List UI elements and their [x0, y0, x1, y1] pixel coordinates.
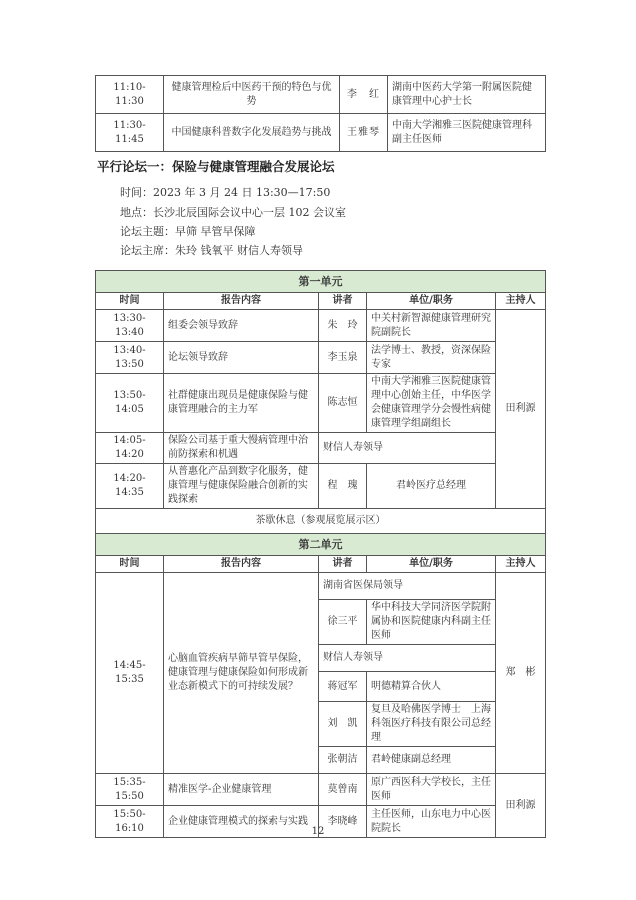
table-row: [96, 573, 546, 600]
org-cell: 主任医师，山东电力中心医院院长: [367, 806, 496, 838]
time-cell: 14:45-15:35: [96, 573, 164, 774]
column-header-row: [96, 556, 546, 573]
unit-header-row: [96, 534, 546, 556]
org-cell: 中南大学湘雅三医院健康管理中心创始主任，中华医学会健康管理学分会慢性病健康管理学组副组长: [367, 374, 496, 433]
speaker-cell: 李 红: [340, 76, 388, 114]
time-cell: 11:10-11:30: [96, 76, 164, 114]
header-time: 时间: [96, 293, 164, 310]
time-cell: 13:50-14:05: [96, 374, 164, 433]
topic-cell: 论坛领导致辞: [164, 342, 319, 374]
time-cell: 11:30-11:45: [96, 114, 164, 152]
org-cell: 明德精算合伙人: [367, 672, 496, 702]
table-row: [96, 76, 546, 114]
time-cell: 14:05-14:20: [96, 433, 164, 464]
topic-cell: 精准医学-企业健康管理: [164, 774, 319, 806]
topic-cell: 社群健康出现员是健康保险与健康管理融合的主力军: [164, 374, 319, 433]
header-speaker: 讲者: [319, 293, 367, 310]
speaker-cell: 王雅琴: [340, 114, 388, 152]
org-cell: 法学博士、教授，资深保险专家: [367, 342, 496, 374]
morning-schedule-table: [95, 75, 546, 152]
host-cell: 田利源: [496, 310, 546, 509]
header-org: 单位/职务: [367, 556, 496, 573]
table-row: [96, 310, 546, 342]
speaker-cell: 莫曾南: [319, 774, 367, 806]
time-cell: 14:20-14:35: [96, 464, 164, 509]
header-host: 主持人: [496, 293, 546, 310]
forum-theme: 论坛主题：早筛 早管早保障: [120, 225, 256, 238]
speaker-cell: 徐三平: [319, 600, 367, 645]
org-cell: 原广西医科大学校长，主任医师: [367, 774, 496, 806]
speaker-cell: 蒋冠军: [319, 672, 367, 702]
header-host: 主持人: [496, 556, 546, 573]
time-cell: 15:50-16:10: [96, 806, 164, 838]
table-row: [96, 342, 546, 374]
speaker-cell: 陈志恒: [319, 374, 367, 433]
header-time: 时间: [96, 556, 164, 573]
topic-cell: 中国健康科普数字化发展趋势与挑战: [164, 114, 340, 152]
topic-cell: 心脑血管疾病早筛早管早保险，健康管理与健康保险如何形成新业态新模式下的可持续发展？: [164, 573, 319, 774]
speaker-cell: 刘 凯: [319, 702, 367, 747]
org-cell: 财信人寿领导: [319, 433, 496, 464]
speaker-cell: 朱 玲: [319, 310, 367, 342]
header-speaker: 讲者: [319, 556, 367, 573]
break-text: 茶歇休息（参观展览展示区）: [96, 509, 546, 534]
org-cell: 湖南省医保局领导: [319, 573, 496, 600]
table-row: [96, 774, 546, 806]
forum-place: 地点：长沙北辰国际会议中心一层 102 会议室: [120, 206, 346, 219]
time-cell: 13:30-13:40: [96, 310, 164, 342]
unit-title: 第二单元: [96, 534, 546, 556]
org-cell: 中南大学湘雅三医院健康管理科副主任医师: [388, 114, 546, 152]
speaker-cell: 张朝洁: [319, 747, 367, 774]
speaker-cell: 程 瑰: [319, 464, 367, 509]
table-row: [96, 433, 546, 464]
page-number: 12: [311, 826, 325, 837]
header-org: 单位/职务: [367, 293, 496, 310]
unit-title: 第一单元: [96, 271, 546, 293]
host-cell: 郑 彬: [496, 573, 546, 774]
topic-cell: 健康管理检后中医药干预的特色与优势: [164, 76, 340, 114]
topic-cell: 企业健康管理模式的探索与实践: [164, 806, 319, 838]
forum-schedule-table: [95, 270, 546, 838]
forum-chairs: 论坛主席：朱玲 钱氧平 财信人寿领导: [120, 244, 303, 257]
org-cell: 君岭医疗总经理: [367, 464, 496, 509]
time-cell: 13:40-13:50: [96, 342, 164, 374]
table-row: [96, 114, 546, 152]
speaker-cell: 李玉泉: [319, 342, 367, 374]
topic-cell: 保险公司基于重大慢病管理中治前防探索和机遇: [164, 433, 319, 464]
org-cell: 复旦及哈佛医学博士 上海科瓴医疗科技有限公司总经理: [367, 702, 496, 747]
break-row: [96, 509, 546, 534]
org-cell: 财信人寿领导: [319, 645, 496, 672]
forum-time: 时间：2023 年 3 月 24 日 13:30—17:50: [120, 186, 331, 199]
time-cell: 15:35-15:50: [96, 774, 164, 806]
topic-cell: 从普惠化产品到数字化服务，健康管理与健康保险融合创新的实践探索: [164, 464, 319, 509]
org-cell: 湖南中医药大学第一附属医院健康管理中心护士长: [388, 76, 546, 114]
header-topic: 报告内容: [164, 556, 319, 573]
column-header-row: [96, 293, 546, 310]
topic-cell: 组委会领导致辞: [164, 310, 319, 342]
org-cell: 君岭健康副总经理: [367, 747, 496, 774]
forum-title: 平行论坛一：保险与健康管理融合发展论坛: [97, 159, 335, 174]
header-topic: 报告内容: [164, 293, 319, 310]
host-cell: 田利源: [496, 774, 546, 838]
table-row: [96, 374, 546, 433]
table-row: [96, 464, 546, 509]
org-cell: 中关村新智源健康管理研究院副院长: [367, 310, 496, 342]
org-cell: 华中科技大学同济医学院附属协和医院健康内科副主任医师: [367, 600, 496, 645]
unit-header-row: [96, 271, 546, 293]
speaker-cell: 李晓峰: [319, 806, 367, 838]
